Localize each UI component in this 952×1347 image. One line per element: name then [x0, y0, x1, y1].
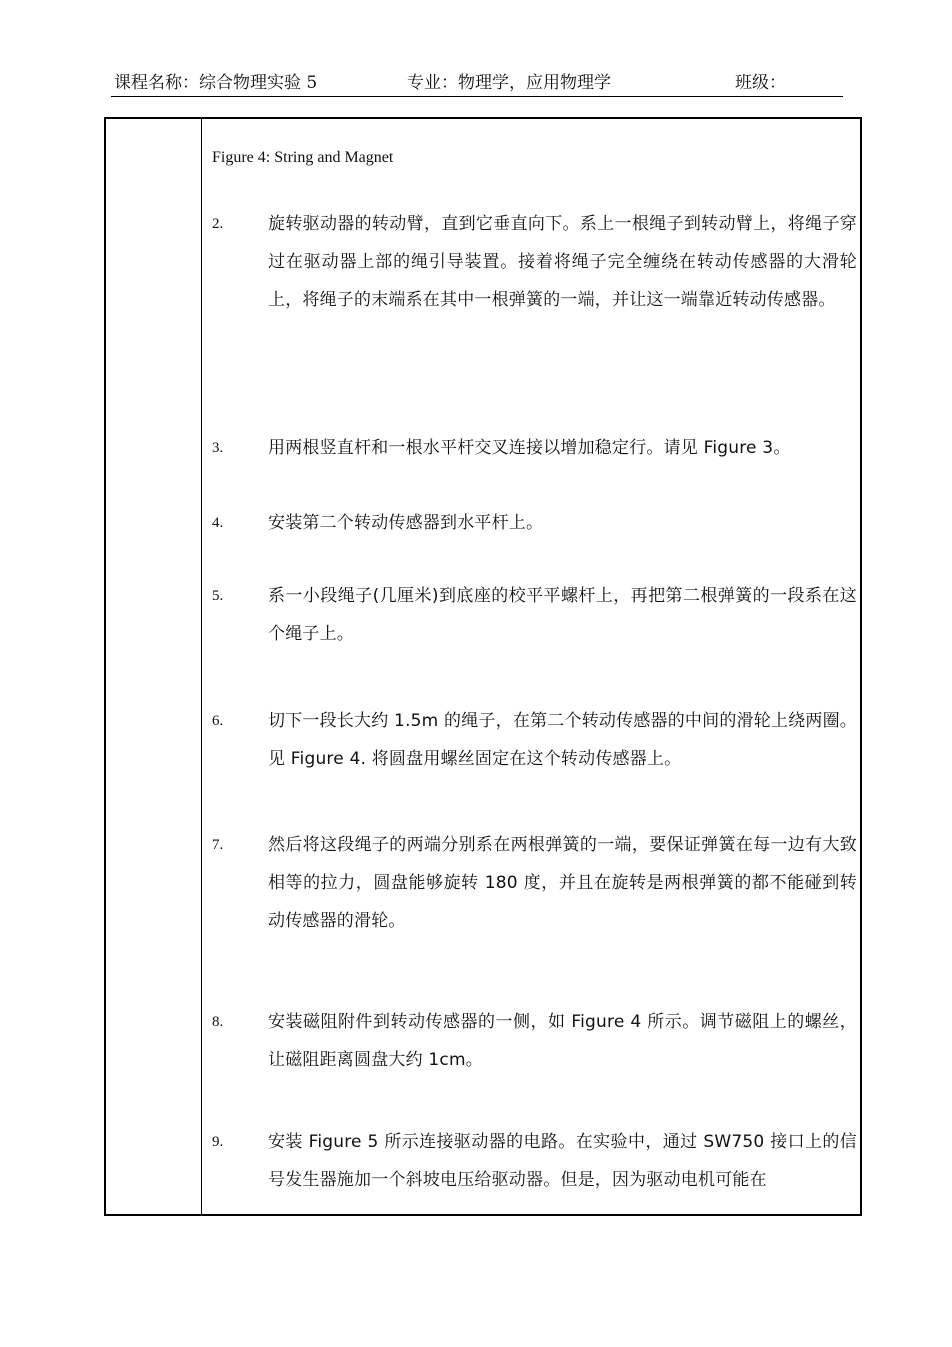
step-item [212, 577, 857, 653]
step-text: 旋转驱动器的转动臂，直到它垂直向下。系上一根绳子到转动臂上，将绳子穿过在驱动器上部的绳引导装置。接着将绳子完全缠绕在转动传感器的大滑轮上，将绳子的末端系在其中一根弹簧的一端，并让这一端靠近转动传感器。 [268, 214, 857, 310]
step-text: 安装磁阻附件到转动传感器的一侧，如 Figure 4 所示。调节磁阻上的螺丝，让磁阻距离圆盘大约 1cm。 [268, 1012, 857, 1070]
step-text: 切下一段长大约 1.5m 的绳子，在第二个转动传感器的中间的滑轮上绕两圈。见 Figure 4. 将圆盘用螺丝固定在这个转动传感器上。 [268, 711, 857, 769]
step-text: 然后将这段绳子的两端分别系在两根弹簧的一端，要保证弹簧在每一边有大致相等的拉力，圆盘能够旋转 180 度，并且在旋转是两根弹簧的都不能碰到转动传感器的滑轮。 [268, 835, 857, 931]
figure-caption: Figure 4: String and Magnet [212, 149, 394, 166]
step-text: 系一小段绳子(几厘米)到底座的校平平螺杆上，再把第二根弹簧的一段系在这个绳子上。 [268, 586, 857, 644]
step-item [212, 1003, 857, 1079]
step-item [212, 1123, 857, 1199]
page-header [111, 70, 843, 97]
step-item [212, 205, 857, 319]
step-number: 5. [212, 588, 224, 604]
step-text: 用两根竖直杆和一根水平杆交叉连接以增加稳定行。请见 Figure 3。 [268, 438, 791, 458]
step-number: 7. [212, 837, 224, 853]
step-item [212, 702, 857, 778]
right-column [203, 119, 860, 1214]
step-item [212, 504, 857, 542]
step-number: 2. [212, 216, 224, 232]
major: 专业：物理学，应用物理学 [407, 73, 611, 93]
step-number: 3. [212, 440, 224, 456]
class-label: 班级： [735, 73, 786, 93]
step-number: 8. [212, 1014, 224, 1030]
step-text: 安装第二个转动传感器到水平杆上。 [268, 513, 544, 533]
left-column [106, 119, 202, 1214]
course-name: 课程名称：综合物理实验 5 [114, 73, 318, 93]
step-number: 4. [212, 515, 224, 531]
step-number: 6. [212, 713, 224, 729]
step-item [212, 826, 857, 940]
step-item [212, 429, 857, 467]
step-number: 9. [212, 1134, 224, 1150]
content-table [104, 117, 862, 1216]
step-text: 安装 Figure 5 所示连接驱动器的电路。在实验中，通过 SW750 接口上的信号发生器施加一个斜坡电压给驱动器。但是，因为驱动电机可能在 [268, 1132, 857, 1190]
